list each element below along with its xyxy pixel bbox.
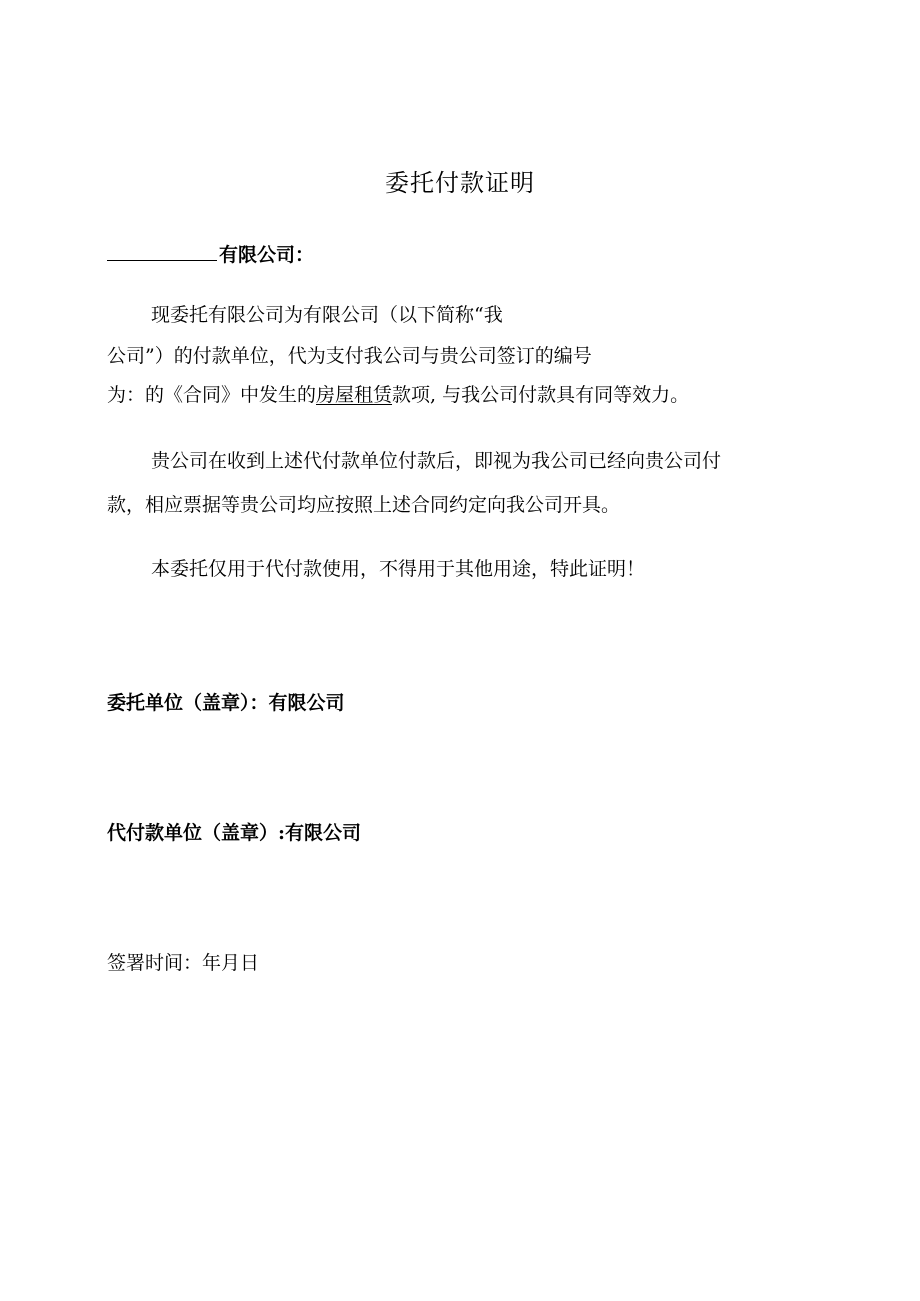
addressee xyxy=(107,239,314,270)
principal-signature: 委托单位（盖章）：有限公司 xyxy=(107,692,345,714)
paragraph1-line2: 公司”）的付款单位，代为支付我公司与贵公司签订的编号 xyxy=(107,345,592,367)
document-title: 委托付款证明 xyxy=(385,169,535,197)
payment-type-underlined: 房屋租赁 xyxy=(316,384,393,406)
paragraph2-line2: 款，相应票据等贵公司均应按照上述合同约定向我公司开具。 xyxy=(107,494,621,516)
signing-date: 签署时间：年月日 xyxy=(107,952,260,974)
paragraph1-line3 xyxy=(107,380,689,410)
paragraph2-line1: 贵公司在收到上述代付款单位付款后，即视为我公司已经向贵公司付 xyxy=(151,450,722,472)
paragraph1-line3-before: 为：的《合同》中发生的 xyxy=(107,384,317,406)
paragraph1-line3-after: 款项, 与我公司付款具有同等效力。 xyxy=(392,384,690,406)
paragraph3: 本委托仅用于代付款使用，不得用于其他用途，特此证明！ xyxy=(151,558,646,580)
paragraph1-line1: 现委托有限公司为有限公司（以下简称“我 xyxy=(151,304,503,326)
payer-signature: 代付款单位（盖章）:有限公司 xyxy=(107,822,362,844)
addressee-text: 有限公司： xyxy=(219,244,315,266)
addressee-blank-line xyxy=(107,239,217,261)
